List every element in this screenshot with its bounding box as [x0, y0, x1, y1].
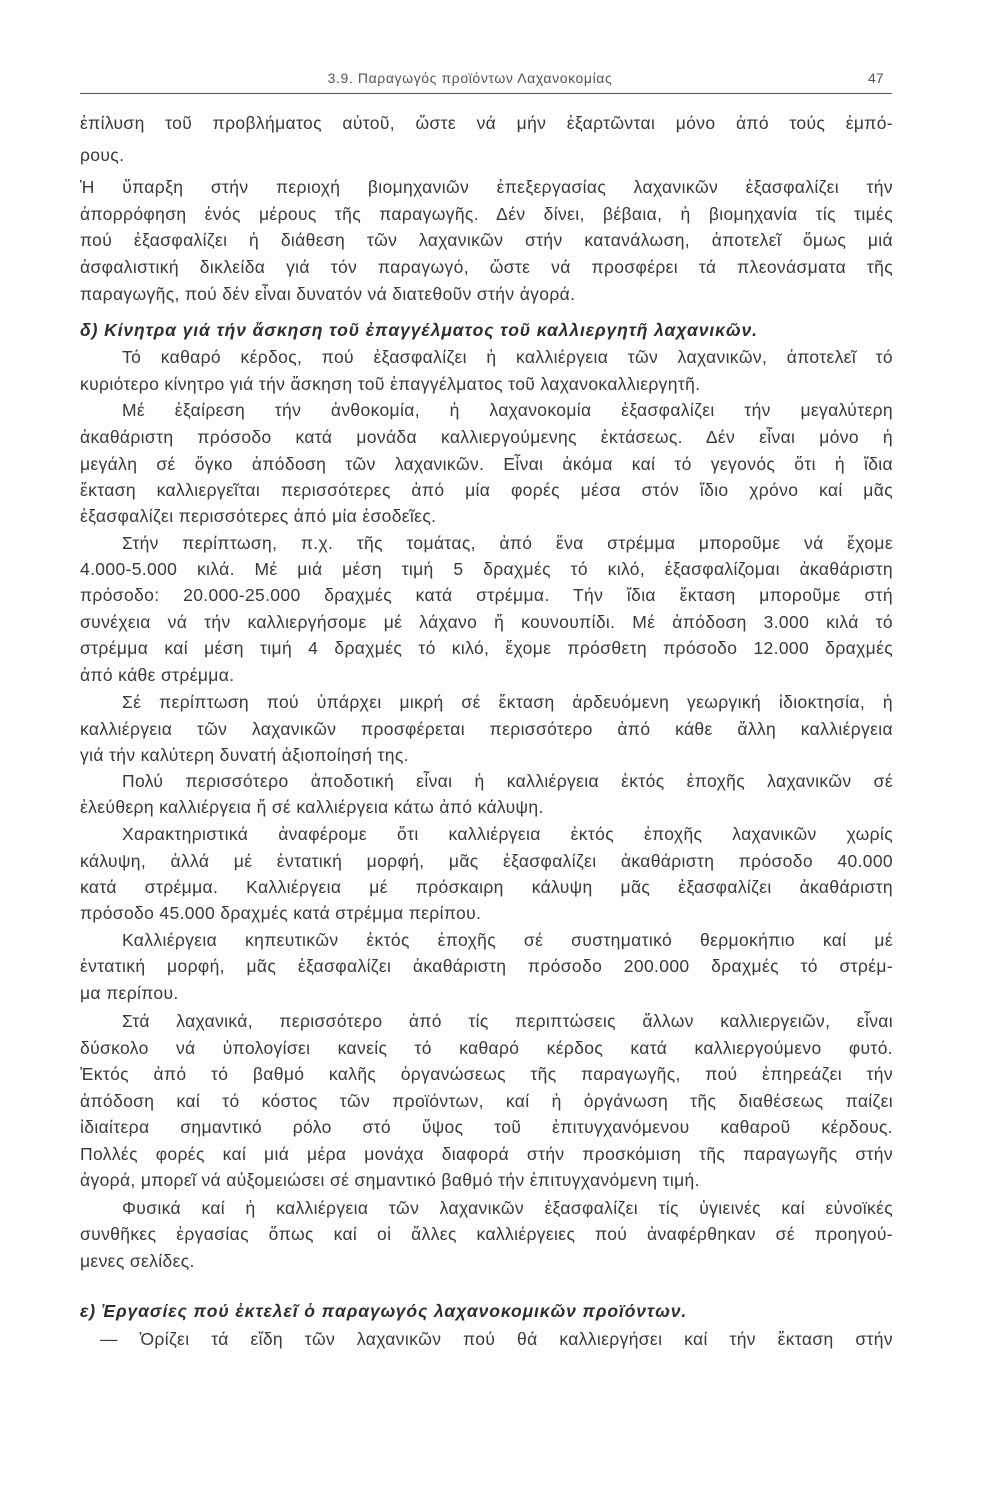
text-line: Τό καθαρό κέρδος, πού ἐξασφαλίζει ἡ καλλιέργεια τῶν λαχανικῶν, ἀποτελεῖ τό	[122, 347, 893, 367]
text-line: Χαρακτηριστικά ἀναφέρομε ὅτι καλλιέργεια ἐκτός ἐποχῆς λαχανικῶν χωρίς	[122, 824, 893, 844]
text-line: Πολύ περισσότερο ἀποδοτική εἶναι ἡ καλλιέργεια ἐκτός ἐποχῆς λαχανικῶν σέ	[122, 771, 893, 791]
text-line: ἔκταση καλλιεργεῖται περισσότερες ἀπό μία φορές μέσα στόν ἴδιο χρόνο καί μᾶς	[80, 480, 893, 500]
text-line: δύσκολο νά ὑπολογίσει κανείς τό καθαρό κέρδος κατά καλλιεργούμενο φυτό.	[80, 1038, 893, 1058]
text-line: καλλιέργεια τῶν λαχανικῶν προσφέρεται περισσότερο ἀπό κάθε ἄλλη καλλιέργεια	[80, 719, 893, 739]
text-line: Πολλές φορές καί μιά μέρα μονάχα διαφορά στήν προσκόμιση τῆς παραγωγῆς στήν	[80, 1144, 893, 1164]
text-line: — Ὁρίζει τά εἴδη τῶν λαχανικῶν πού θά καλλιεργήσει καί τήν ἔκταση στήν	[100, 1329, 893, 1349]
text-line: μα περίπου.	[80, 983, 179, 1003]
text-line: παραγωγῆς, πού δέν εἶναι δυνατόν νά διατεθοῦν στήν ἀγορά.	[80, 284, 576, 304]
running-header-title: 3.9. Παραγωγός προϊόντων Λαχανοκομίας	[327, 70, 613, 86]
text-line: κάλυψη, ἀλλά μέ ἐντατική μορφή, μᾶς ἐξασφαλίζει ἀκαθάριστη πρόσοδο 40.000	[80, 851, 893, 871]
text-line: στρέμμα καί μέση τιμή 4 δραχμές τό κιλό, ἔχομε πρόσθετη πρόσοδο 12.000 δραχμές	[80, 638, 893, 658]
text-line: ἀκαθάριστη πρόσοδο κατά μονάδα καλλιεργούμενης ἐκτάσεως. Δέν εἶναι μόνο ἡ	[80, 427, 893, 447]
text-line: 4.000-5.000 κιλά. Μέ μιά μέση τιμή 5 δραχμές τό κιλό, ἐξασφαλίζομαι ἀκαθάριστη	[80, 559, 893, 579]
page-number: 47	[868, 70, 884, 86]
section-heading: δ) Κίνητρα γιά τήν ἄσκηση τοῦ ἐπαγγέλματος τοῦ καλλιεργητῆ λαχανικῶν.	[80, 320, 758, 340]
text-line: ἀπόδοση καί τό κόστος τῶν προϊόντων, καί ἡ ὀργάνωση τῆς διαθέσεως παίζει	[80, 1091, 893, 1111]
text-line: πρόσοδο 45.000 δραχμές κατά στρέμμα περίπου.	[80, 903, 482, 923]
text-line: Ἐκτός ἀπό τό βαθμό καλῆς ὀργανώσεως τῆς παραγωγῆς, πού ἐπηρεάζει τήν	[80, 1064, 893, 1084]
text-line: κυριότερο κίνητρο γιά τήν ἄσκηση τοῦ ἐπαγγέλματος τοῦ λαχανοκαλλιεργητῆ.	[80, 374, 701, 394]
text-line: συνέχεια νά τήν καλλιεργήσομε μέ λάχανο ἤ κουνουπίδι. Μέ ἀπόδοση 3.000 κιλά τό	[80, 612, 893, 632]
text-line: κατά στρέμμα. Καλλιέργεια μέ πρόσκαιρη κάλυψη μᾶς ἐξασφαλίζει ἀκαθάριστη	[80, 877, 893, 897]
text-line: Σέ περίπτωση πού ὑπάρχει μικρή σέ ἔκταση ἀρδευόμενη γεωργική ἰδιοκτησία, ἡ	[122, 692, 893, 712]
text-line: ἐξασφαλίζει περισσότερες ἀπό μία ἐσοδεῖες.	[80, 506, 437, 526]
text-line: ἰδιαίτερα σημαντικό ρόλο στό ὕψος τοῦ ἐπιτυγχανόμενου καθαροῦ κέρδους.	[80, 1117, 893, 1137]
text-line: ἀπό κάθε στρέμμα.	[80, 665, 235, 685]
text-line: Φυσικά καί ἡ καλλιέργεια τῶν λαχανικῶν ἐξασφαλίζει τίς ὑγιεινές καί εὐνοϊκές	[122, 1198, 893, 1218]
text-line: Ἡ ὕπαρξη στήν περιοχή βιομηχανιῶν ἐπεξεργασίας λαχανικῶν ἐξασφαλίζει τήν	[80, 177, 893, 197]
text-line: ἀσφαλιστική δικλείδα γιά τόν παραγωγό, ὥστε νά προσφέρει τά πλεονάσματα τῆς	[80, 257, 893, 277]
text-line: ἀπορρόφηση ἑνός μέρους τῆς παραγωγῆς. Δέν δίνει, βέβαια, ἡ βιομηχανία τίς τιμές	[80, 204, 893, 224]
text-line: ἐντατική μορφή, μᾶς ἐξασφαλίζει ἀκαθάριστη πρόσοδο 200.000 δραχμές τό στρέμ-	[80, 956, 893, 976]
text-line: ἐπίλυση τοῦ προβλήματος αὐτοῦ, ὥστε νά μήν ἐξαρτῶνται μόνο ἀπό τούς ἐμπό-	[80, 113, 893, 133]
text-line: Μέ ἐξαίρεση τήν ἀνθοκομία, ἡ λαχανοκομία ἐξασφαλίζει τήν μεγαλύτερη	[122, 400, 893, 420]
text-line: ἀγορά, μπορεῖ νά αὐξομειώσει σέ σημαντικό βαθμό τήν ἐπιτυγχανόμενη τιμή.	[80, 1170, 700, 1190]
text-line: ἐλεύθερη καλλιέργεια ἤ σέ καλλιέργεια κάτω ἀπό κάλυψη.	[80, 797, 544, 817]
text-line: ρους.	[80, 145, 125, 165]
header-rule	[80, 93, 892, 94]
text-line: μενες σελίδες.	[80, 1251, 195, 1271]
text-line: γιά τήν καλύτερη δυνατή ἀξιοποίησή της.	[80, 745, 409, 765]
section-heading: ε) Ἐργασίες πού ἐκτελεῖ ὁ παραγωγός λαχανοκομικῶν προϊόντων.	[80, 1301, 688, 1321]
text-line: συνθῆκες ἐργασίας ὅπως καί οἱ ἄλλες καλλιέργειες πού ἀναφέρθηκαν σέ προηγού-	[80, 1224, 893, 1244]
text-line: Καλλιέργεια κηπευτικῶν ἐκτός ἐποχῆς σέ συστηματικό θερμοκήπιο καί μέ	[122, 930, 893, 950]
text-line: Στά λαχανικά, περισσότερο ἀπό τίς περιπτώσεις ἄλλων καλλιεργειῶν, εἶναι	[122, 1011, 893, 1031]
text-line: πού ἐξασφαλίζει ἡ διάθεση τῶν λαχανικῶν στήν κατανάλωση, ἀποτελεῖ ὅμως μιά	[80, 230, 893, 250]
text-line: μεγάλη σέ ὄγκο ἀπόδοση τῶν λαχανικῶν. Εἶναι ἀκόμα καί τό γεγονός ὅτι ἡ ἴδια	[80, 454, 893, 474]
text-line: Στήν περίπτωση, π.χ. τῆς τομάτας, ἀπό ἕνα στρέμμα μποροῦμε νά ἔχομε	[122, 533, 893, 553]
text-line: πρόσοδο: 20.000-25.000 δραχμές κατά στρέμμα. Τήν ἴδια ἔκταση μποροῦμε στή	[80, 585, 893, 605]
